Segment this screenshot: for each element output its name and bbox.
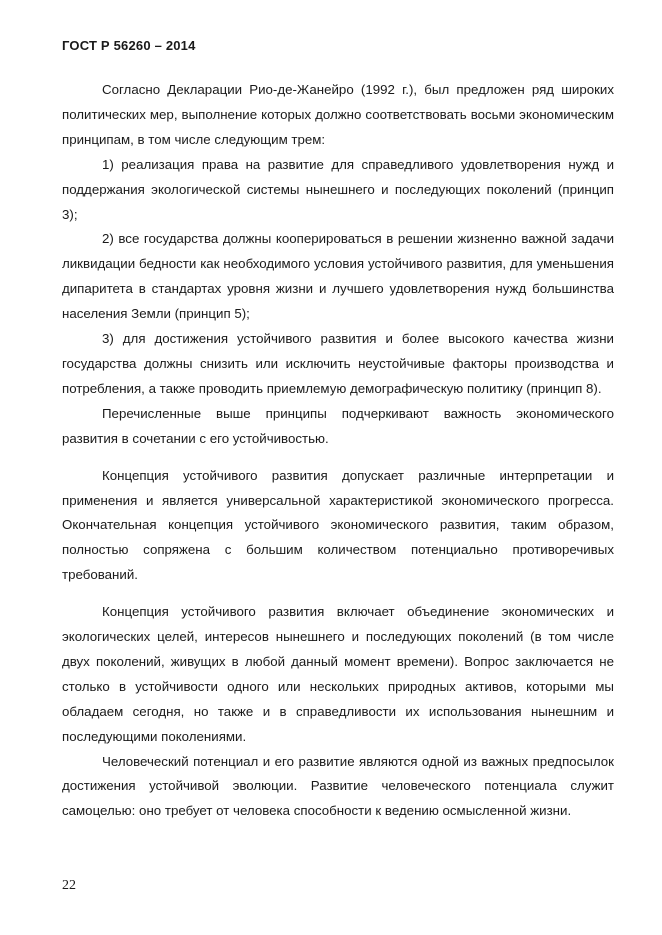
document-header: ГОСТ Р 56260 – 2014	[62, 38, 196, 53]
paragraph-concept-integration: Концепция устойчивого развития включает объединение экономических и экологических целей, интересов нынешнего и последующих поколений (в том числе двух поколений, живущих в любой данный момент времени). Вопрос заключается не столько в устойчивости одного или нескольких природных активов, которыми мы обладаем сегодня, но также и в справедливости их использования нынешним и последующими поколениями.	[62, 604, 614, 744]
paragraph-rio-declaration: Согласно Декларации Рио-де-Жанейро (1992 г.), был предложен ряд широких политических мер, выполнение которых должно соответствовать восьми экономическим принципам, в том числе следующим трем:	[62, 82, 614, 147]
paragraph-human-potential: Человеческий потенциал и его развитие являются одной из важных предпосылок достижения устойчивой эволюции. Развитие человеческого потенциала служит самоцелью: оно требует от человека способности к ведению осмысленной жизни.	[62, 753, 614, 819]
paragraph-concept-interpretations: Концепция устойчивого развития допускает различные интерпретации и применения и является универсальной характеристикой экономического прогресса. Окончательная концепция устойчивого экономического развития, таким образом, полностью сопряжена с большим количеством потенциально противоречивых требований.	[62, 467, 614, 583]
page-number: 22	[62, 878, 76, 893]
paragraph-principles-summary: Перечисленные выше принципы подчеркивают важность экономического развития в сочетании с его устойчивостью.	[62, 405, 614, 446]
document-body	[62, 78, 614, 824]
paragraph-principle-8: 3) для достижения устойчивого развития и более высокого качества жизни государства должны снизить или исключить неустойчивые факторы производства и потребления, а также проводить приемлемую демографическую политику (принцип 8).	[62, 331, 614, 396]
paragraph-principle-5: 2) все государства должны кооперироваться в решении жизненно важной задачи ликвидации бедности как необходимого условия устойчивого развития, для уменьшения дипаритета в стандартах уровня жизни и лучшего удовлетворения нужд большинства населения Земли (принцип 5);	[62, 231, 614, 322]
paragraph-principle-3: 1) реализация права на развитие для справедливого удовлетворения нужд и поддержания экологической системы нынешнего и последующих поколений (принцип 3);	[62, 156, 614, 222]
